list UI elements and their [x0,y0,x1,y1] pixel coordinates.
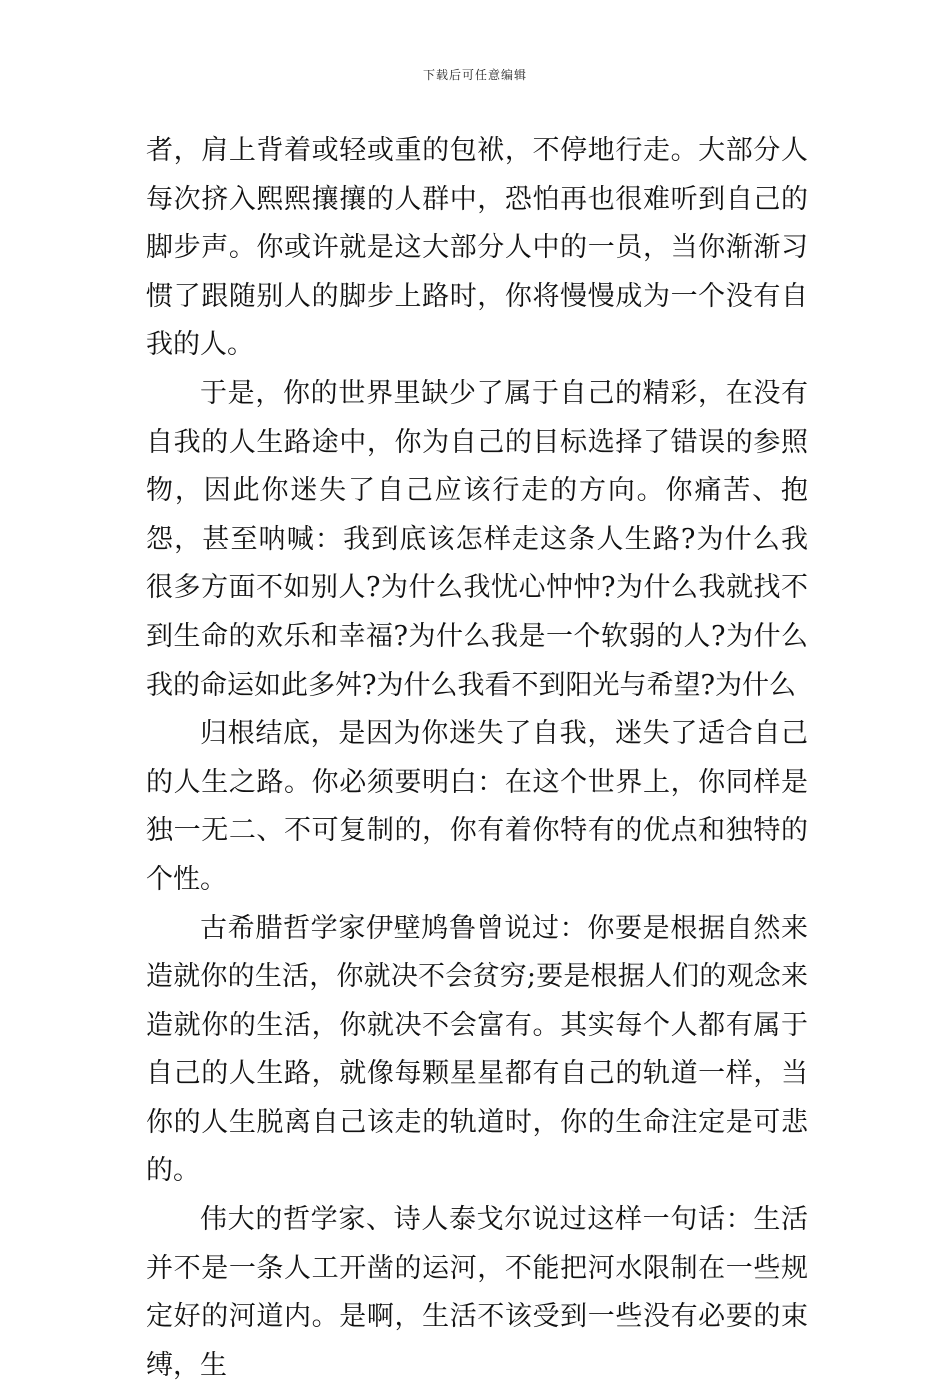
article-body [146,127,808,1390]
paragraph-lost-self: 于是，你的世界里缺少了属于自己的精彩，在没有自我的人生路途中，你为自己的目标选择了错误的参照物，因此你迷失了自己应该行走的方向。你痛苦、抱怨，甚至呐喊：我到底该怎样走这条人生路?为什么我很多方面不如别人?为什么我忧心忡忡?为什么我就找不到生命的欢乐和幸福?为什么我是一个软弱的人?为什么我的命运如此多舛?为什么我看不到阳光与希望?为什么 [146,377,808,701]
paragraph-continued: 者，肩上背着或轻或重的包袱，不停地行走。大部分人每次挤入熙熙攘攘的人群中，恐怕再也很难听到自己的脚步声。你或许就是这大部分人中的一员，当你渐渐习惯了跟随别人的脚步上路时，你将慢慢成为一个没有自我的人。 [146,135,808,361]
paragraph-tagore-quote: 伟大的哲学家、诗人泰戈尔说过这样一句话：生活并不是一条人工开凿的运河，不能把河水限制在一些规定好的河道内。是啊，生活不该受到一些没有必要的束缚，生 [146,1204,808,1381]
paragraph-root-cause: 归根结底，是因为你迷失了自我，迷失了适合自己的人生之路。你必须要明白：在这个世界上，你同样是独一无二、不可复制的，你有着你特有的优点和独特的个性。 [146,718,808,895]
paragraph-epicurus-quote: 古希腊哲学家伊壁鸠鲁曾说过：你要是根据自然来造就你的生活，你就决不会贫穷;要是根据人们的观念来造就你的生活，你就决不会富有。其实每个人都有属于自己的人生路，就像每颗星星都有自己的轨道一样，当你的人生脱离自己该走的轨道时，你的生命注定是可悲的。 [146,912,808,1187]
download-note: 下载后可任意编辑 [422,68,527,82]
